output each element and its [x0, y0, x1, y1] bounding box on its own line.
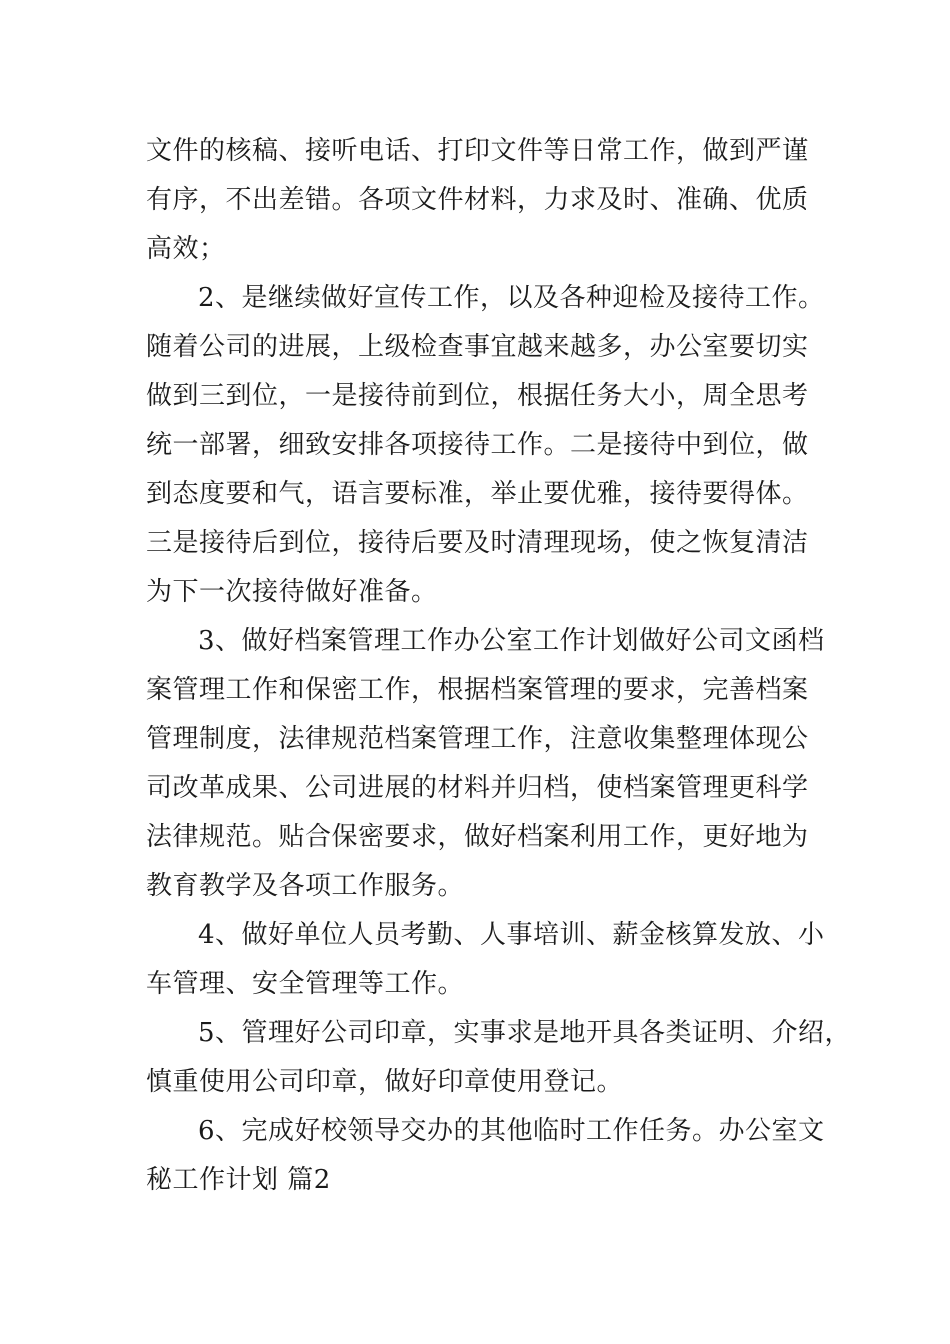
text-line: 管理制度，法律规范档案管理工作，注意收集整理体现公: [146, 724, 809, 754]
paragraph-start-line: 5、管理好公司印章，实事求是地开具各类证明、介绍，: [198, 1018, 852, 1048]
paragraph-start-line: 6、完成好校领导交办的其他临时工作任务。办公室文: [198, 1116, 825, 1146]
paragraph-start-line: 2、是继续做好宣传工作，以及各种迎检及接待工作。: [198, 283, 825, 313]
paragraph-start-line: 3、做好档案管理工作办公室工作计划做好公司文函档: [198, 626, 825, 656]
section-heading-line: 秘工作计划 篇2: [146, 1165, 331, 1195]
text-line: 到态度要和气，语言要标准，举止要优雅，接待要得体。: [146, 479, 809, 509]
text-line: 教育教学及各项工作服务。: [146, 871, 465, 901]
text-line: 法律规范。贴合保密要求，做好档案利用工作，更好地为: [146, 822, 809, 852]
paragraph-start-line: 4、做好单位人员考勤、人事培训、薪金核算发放、小: [198, 920, 825, 950]
text-line: 统一部署，细致安排各项接待工作。二是接待中到位，做: [146, 430, 809, 460]
text-line: 为下一次接待做好准备。: [146, 577, 438, 607]
text-line: 高效；: [146, 234, 226, 264]
text-line: 慎重使用公司印章，做好印章使用登记。: [146, 1067, 624, 1097]
text-line: 有序，不出差错。各项文件材料，力求及时、准确、优质: [146, 185, 809, 215]
text-line: 文件的核稿、接听电话、打印文件等日常工作，做到严谨: [146, 136, 809, 166]
text-line: 随着公司的进展，上级检查事宜越来越多，办公室要切实: [146, 332, 809, 362]
text-line: 司改革成果、公司进展的材料并归档，使档案管理更科学: [146, 773, 809, 803]
text-line: 做到三到位，一是接待前到位，根据任务大小，周全思考: [146, 381, 809, 411]
text-line: 案管理工作和保密工作，根据档案管理的要求，完善档案: [146, 675, 809, 705]
text-line: 车管理、安全管理等工作。: [146, 969, 465, 999]
text-line: 三是接待后到位，接待后要及时清理现场，使之恢复清洁: [146, 528, 809, 558]
document-body: [146, 127, 852, 1205]
